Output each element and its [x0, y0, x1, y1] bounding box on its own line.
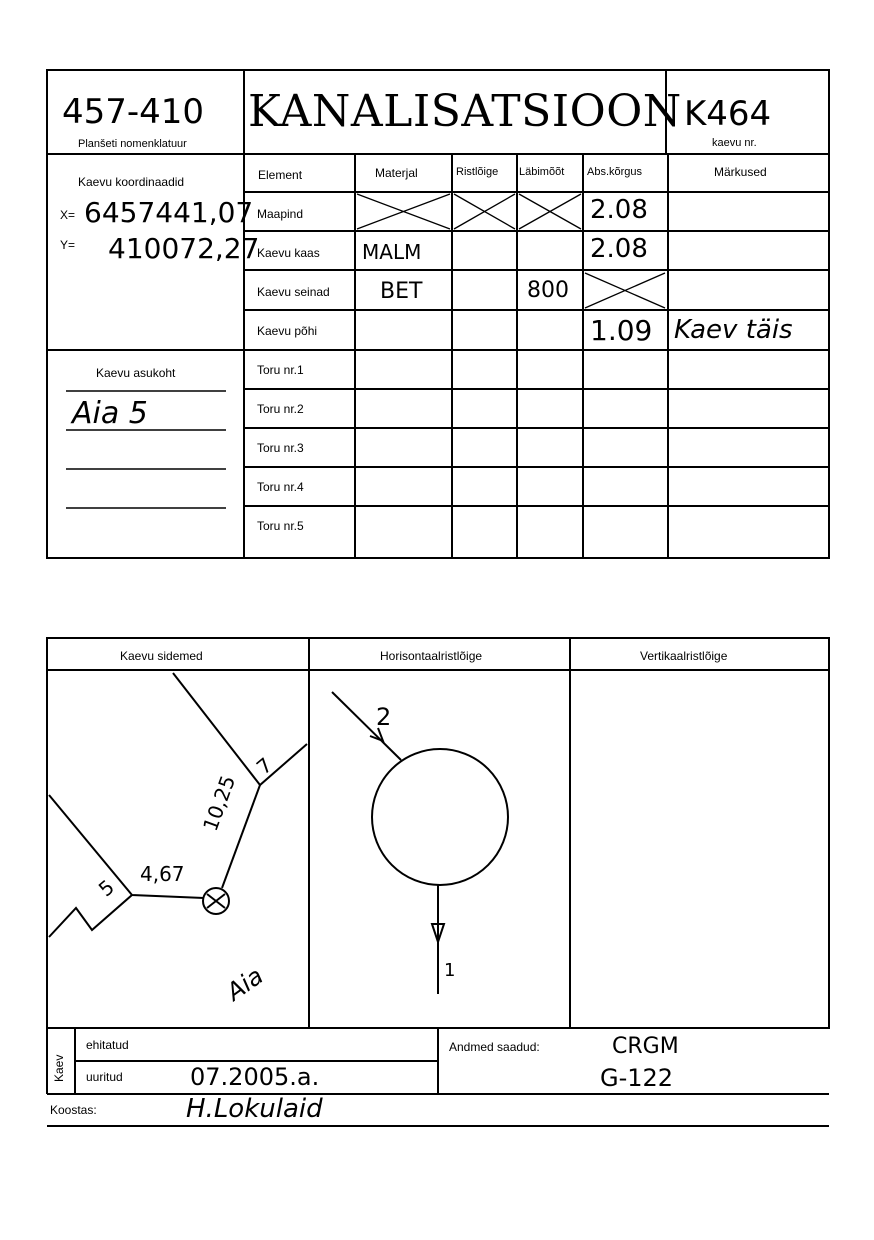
abs-height-value: 1.09	[590, 314, 653, 347]
pipe-out-number: 1	[444, 960, 456, 981]
horizontal-section	[332, 692, 508, 994]
table-row-element: Toru nr.2	[257, 402, 304, 416]
surveyed-date: 07.2005.a.	[190, 1063, 320, 1091]
table-row-element: Toru nr.3	[257, 441, 304, 455]
side-label: Kaev	[52, 1054, 66, 1082]
sheet-number: 457-410	[62, 92, 205, 132]
col-abs-height: Abs.kõrgus	[587, 166, 643, 178]
material-value: BET	[380, 279, 423, 304]
table-row-element: Maapind	[257, 207, 304, 221]
coordinates-label: Kaevu koordinaadid	[78, 175, 185, 189]
well-label: kaevu nr.	[712, 137, 757, 149]
vertical-section-title: Vertikaalristlõige	[640, 649, 728, 663]
dim-4-67: 4,67	[140, 862, 185, 886]
table-row-element: Kaevu kaas	[257, 246, 320, 260]
dim-10-25: 10,25	[198, 772, 241, 835]
location-label: Kaevu asukoht	[96, 366, 176, 380]
notes-value: Kaev täis	[674, 315, 793, 345]
author-name: H.Lokulaid	[186, 1094, 323, 1124]
table-row-element: Kaevu põhi	[257, 324, 318, 338]
col-material: Materjal	[375, 166, 418, 180]
col-cross-section: Ristlõige	[456, 166, 499, 178]
ties-title: Kaevu sidemed	[120, 649, 203, 663]
street-label: Aia	[221, 961, 269, 1007]
horizontal-section-title: Horisontaalristlõige	[380, 649, 483, 663]
table-row-element: Toru nr.4	[257, 480, 304, 494]
table-row-element: Toru nr.5	[257, 519, 304, 533]
pipe-in-number: 2	[376, 703, 392, 731]
abs-height-value: 2.08	[590, 195, 648, 225]
table-row-element: Toru nr.1	[257, 363, 304, 377]
diameter-value: 800	[527, 278, 569, 303]
material-value: MALM	[362, 240, 422, 264]
sheet-label: Planšeti nomenklatuur	[78, 138, 187, 150]
data-source-label: Andmed saadud:	[449, 1040, 540, 1054]
col-element: Element	[258, 168, 303, 182]
well-number: K464	[684, 94, 772, 134]
dim-7: 7	[251, 752, 277, 780]
dim-5: 5	[93, 874, 119, 902]
table-row-element: Kaevu seinad	[257, 285, 330, 299]
y-prefix: Y=	[60, 238, 76, 252]
location-value: Aia 5	[72, 396, 148, 431]
data-source-code: G-122	[600, 1064, 674, 1092]
abs-height-value: 2.08	[590, 234, 648, 264]
col-diameter: Läbimõõt	[519, 166, 565, 178]
x-coordinate: 6457441,07	[84, 196, 254, 229]
data-source-value: CRGM	[612, 1034, 679, 1059]
y-coordinate: 410072,27	[108, 232, 260, 265]
col-notes: Märkused	[714, 165, 767, 179]
author-label: Koostas:	[50, 1103, 97, 1117]
built-label: ehitatud	[86, 1038, 129, 1052]
surveyed-label: uuritud	[86, 1070, 123, 1084]
page-title: KANALISATSIOON	[248, 86, 682, 137]
tie-sketch	[49, 673, 307, 937]
x-prefix: X=	[60, 208, 76, 222]
